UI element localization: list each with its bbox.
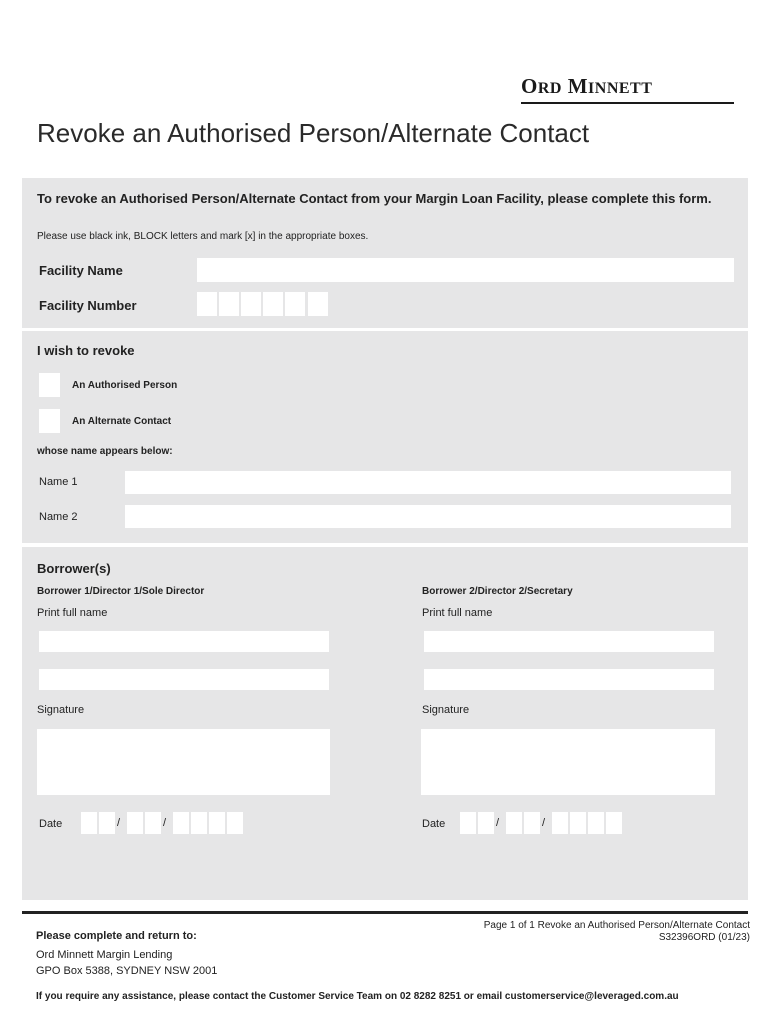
intro-instruction: Please use black ink, BLOCK letters and mark [x] in the appropriate boxes. — [37, 231, 369, 242]
logo-letter: M — [567, 74, 589, 98]
borrower1-name-line1[interactable] — [39, 631, 329, 652]
borrower1-date-label: Date — [39, 818, 63, 830]
facility-number-label: Facility Number — [39, 298, 137, 313]
authorised-person-checkbox[interactable] — [39, 373, 60, 397]
footer-divider — [22, 911, 748, 914]
borrower1-name-line2[interactable] — [39, 669, 329, 690]
borrower2-date-cell[interactable] — [478, 812, 494, 834]
ord-minnett-logo — [521, 74, 734, 104]
facility-name-field[interactable] — [197, 258, 734, 282]
assistance-text: If you require any assistance, please contact the Customer Service Team on 02 8282 8251 or email customerservice@leveraged.com.au — [36, 991, 679, 1002]
return-heading: Please complete and return to: — [36, 930, 197, 942]
borrower1-print-name-label: Print full name — [37, 607, 108, 619]
date-separator: / — [496, 817, 500, 829]
return-address-line1: Ord Minnett Margin Lending — [36, 949, 173, 961]
revoke-heading: I wish to revoke — [37, 343, 135, 358]
name1-field[interactable] — [125, 471, 731, 494]
borrower2-signature-box[interactable] — [421, 729, 715, 795]
borrower2-name-line2[interactable] — [424, 669, 714, 690]
page-title: Revoke an Authorised Person/Alternate Contact — [37, 118, 590, 148]
borrower1-date-cell[interactable] — [227, 812, 243, 834]
borrower1-date-cell[interactable] — [209, 812, 225, 834]
name1-label: Name 1 — [39, 476, 78, 488]
borrower2-date-cell[interactable] — [506, 812, 522, 834]
borrower1-date-cell[interactable] — [145, 812, 161, 834]
logo-letters: RD — [537, 80, 562, 97]
borrower2-date-cell[interactable] — [524, 812, 540, 834]
authorised-person-label: An Authorised Person — [72, 380, 178, 391]
facility-number-cell[interactable] — [197, 292, 217, 316]
borrower1-heading: Borrower 1/Director 1/Sole Director — [37, 586, 205, 597]
logo-letter: O — [521, 74, 538, 98]
whose-name-label: whose name appears below: — [37, 446, 173, 457]
name2-label: Name 2 — [39, 511, 78, 523]
facility-number-cell[interactable] — [308, 292, 328, 316]
borrower1-date-cell[interactable] — [191, 812, 207, 834]
borrower1-signature-box[interactable] — [37, 729, 330, 795]
borrower2-date-label: Date — [422, 818, 446, 830]
borrowers-heading: Borrower(s) — [37, 561, 111, 576]
name2-field[interactable] — [125, 505, 731, 528]
alternate-contact-label: An Alternate Contact — [72, 416, 172, 427]
facility-number-cell[interactable] — [241, 292, 261, 316]
intro-heading: To revoke an Authorised Person/Alternate Contact from your Margin Loan Facility, please complete this form. — [37, 191, 712, 206]
borrower1-date-cell[interactable] — [81, 812, 97, 834]
date-separator: / — [542, 817, 546, 829]
borrower1-date-cell[interactable] — [99, 812, 115, 834]
borrower2-print-name-label: Print full name — [422, 607, 493, 619]
facility-section — [22, 178, 748, 328]
borrower2-date-cell[interactable] — [588, 812, 604, 834]
page-info: Page 1 of 1 Revoke an Authorised Person/Alternate Contact — [483, 920, 750, 931]
facility-number-cell[interactable] — [285, 292, 305, 316]
borrower2-date-cell[interactable] — [570, 812, 586, 834]
borrower2-name-line1[interactable] — [424, 631, 714, 652]
facility-name-label: Facility Name — [39, 263, 123, 278]
borrower2-date-cell[interactable] — [552, 812, 568, 834]
borrower2-heading: Borrower 2/Director 2/Secretary — [422, 586, 573, 597]
borrower1-date-cell[interactable] — [173, 812, 189, 834]
date-separator: / — [163, 817, 167, 829]
facility-number-cell[interactable] — [263, 292, 283, 316]
revoke-section — [22, 331, 748, 543]
date-separator: / — [117, 817, 121, 829]
borrower1-signature-label: Signature — [37, 704, 85, 716]
borrowers-section — [22, 547, 748, 900]
form-code: S32396ORD (01/23) — [658, 932, 750, 943]
return-address-line2: GPO Box 5388, SYDNEY NSW 2001 — [36, 965, 218, 977]
borrower1-date-cell[interactable] — [127, 812, 143, 834]
logo-letters: INNETT — [588, 80, 653, 97]
facility-number-cell[interactable] — [219, 292, 239, 316]
borrower2-date-cell[interactable] — [460, 812, 476, 834]
borrower2-date-cell[interactable] — [606, 812, 622, 834]
alternate-contact-checkbox[interactable] — [39, 409, 60, 433]
borrower2-signature-label: Signature — [422, 704, 470, 716]
